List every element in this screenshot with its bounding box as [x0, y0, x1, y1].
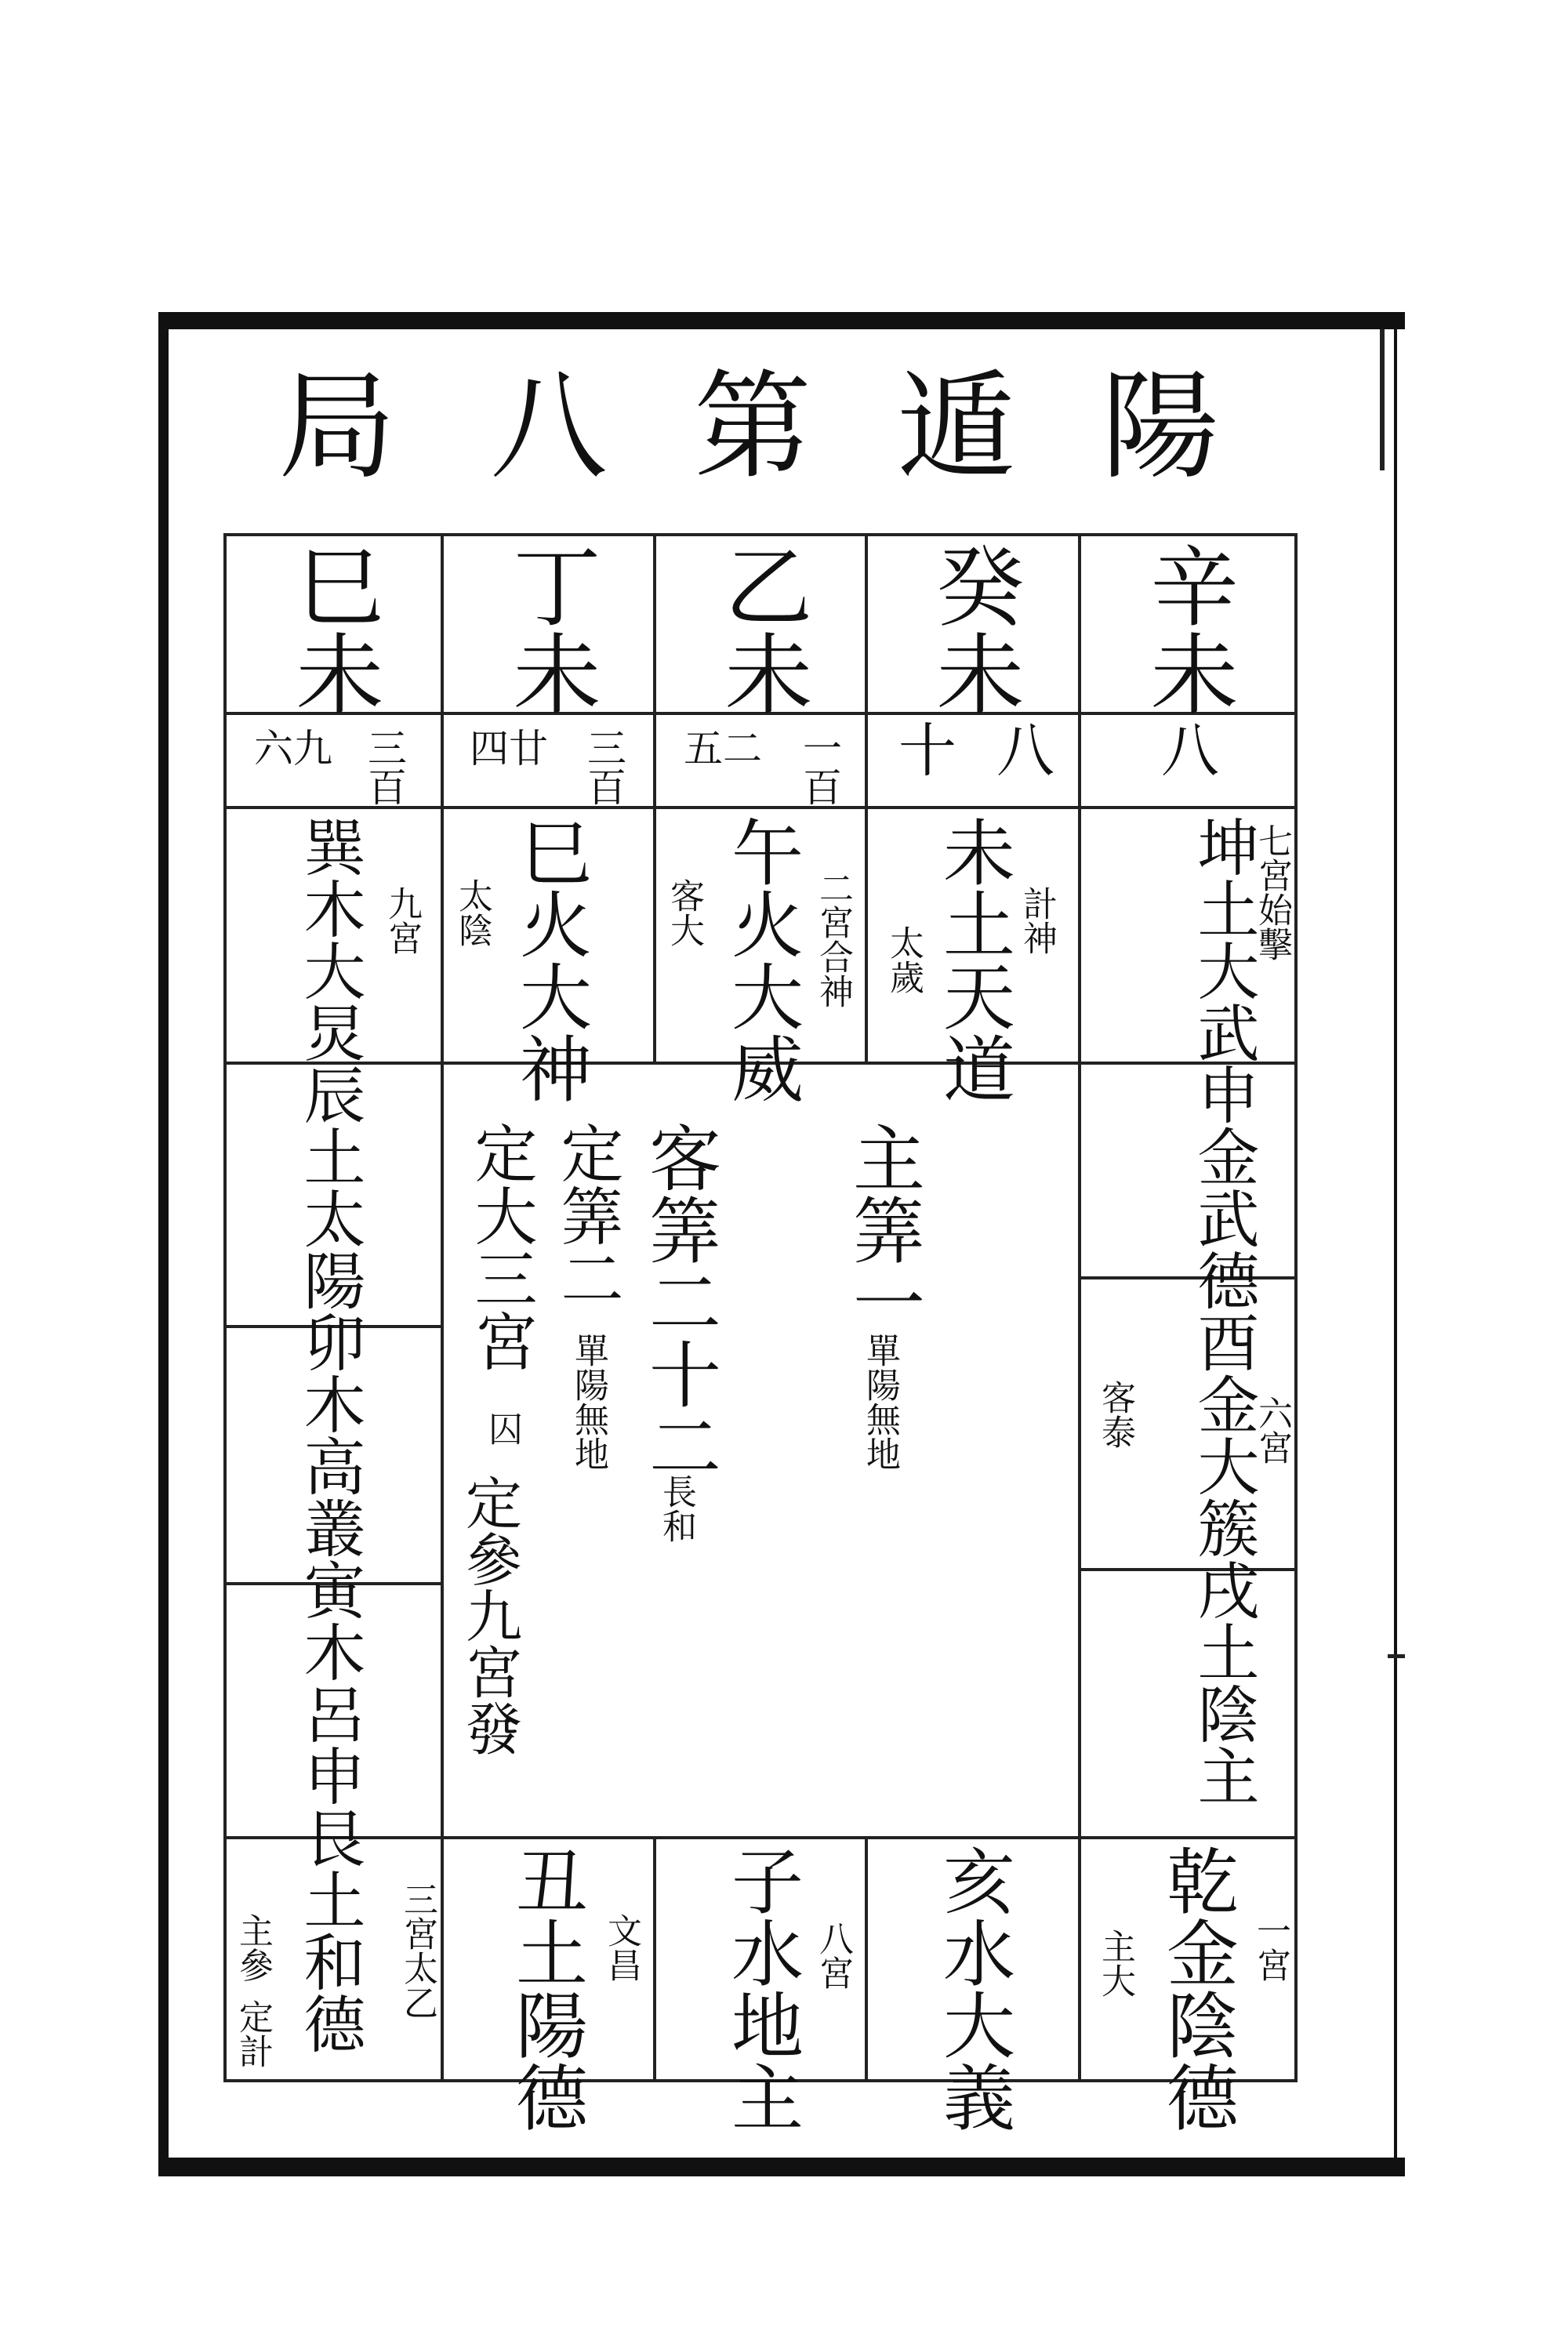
right-column-note: 六宮: [1252, 1396, 1292, 1465]
bottom-cell-note: 文昌: [601, 1913, 641, 1982]
bottom-cell-main: 亥水大義: [931, 1844, 1015, 2132]
title-char: 八: [489, 359, 608, 495]
grid-line: [441, 533, 444, 2082]
grid-line: [223, 533, 227, 2082]
stem-cell: 癸未: [922, 541, 1024, 717]
bottom-cell-note: 八宮: [813, 1921, 853, 1990]
center-col: 客筭二十二: [637, 1121, 721, 1482]
grid-line: [223, 806, 1298, 809]
grid-line: [653, 1836, 656, 2082]
grid-line: [1294, 533, 1298, 2082]
cell-note: 二宮合神: [813, 870, 853, 1008]
center-col: 定筭二: [550, 1121, 623, 1309]
left-column-note: 定計: [233, 1999, 273, 2068]
center-col-note: 單陽無地: [568, 1333, 608, 1471]
margin-mark: [1388, 1654, 1405, 1658]
left-column-note: 主參: [233, 1913, 273, 1982]
grid-line: [865, 533, 868, 1062]
center-col-note: 單陽無地: [860, 1333, 900, 1471]
grid-line: [1078, 533, 1081, 2082]
center-col: 定大三宮: [464, 1121, 537, 1372]
bottom-cell-note: 一宮: [1250, 1913, 1290, 1982]
cell-main: 巳火大神: [508, 815, 592, 1104]
title-char: 陽: [1101, 359, 1219, 495]
center-col-note: 長和: [656, 1474, 696, 1543]
page-frame-left: [158, 312, 169, 2176]
grid-line: [223, 1836, 1298, 1839]
center-col: 定參九宮發: [456, 1474, 522, 1756]
margin-mark: [1380, 329, 1385, 470]
center-col: 主筭一: [841, 1121, 925, 1338]
number-cell: 二 五: [677, 728, 762, 767]
bottom-cell-main: 子水地主: [720, 1844, 804, 2132]
number-cell: 十: [889, 720, 956, 778]
right-column-note: 客泰: [1095, 1380, 1135, 1449]
grid-line: [653, 533, 656, 1062]
left-column-note: 九宮: [382, 886, 422, 955]
number-cell: 三百: [581, 728, 626, 806]
page-frame-bottom: [158, 2158, 1405, 2176]
bottom-cell-main: 丑土陽德: [504, 1844, 588, 2132]
left-column-note: 三宮太乙: [397, 1882, 437, 2020]
stem-cell: 辛未: [1136, 541, 1238, 717]
number-cell: 八: [1152, 720, 1219, 778]
page-frame-right: [1394, 329, 1397, 2159]
cell-main: 未土天道: [931, 815, 1015, 1104]
cell-note: 客大: [664, 878, 704, 947]
cell-note: 太陰: [452, 878, 492, 947]
center-col-note: 囚: [482, 1411, 522, 1446]
title-char: 局: [278, 359, 396, 495]
cell-note: 太歲: [884, 925, 924, 994]
bottom-cell-main: 乾金陰德: [1155, 1844, 1239, 2132]
cell-note: 計神: [1017, 886, 1057, 955]
grid-line: [865, 1836, 868, 2082]
number-cell: 三百: [361, 728, 407, 806]
number-cell: 九 六: [248, 728, 332, 767]
title-char: 遁: [897, 359, 1015, 495]
stem-cell: 丁未: [499, 541, 601, 717]
page-frame-top: [158, 312, 1405, 329]
number-cell: 八: [987, 720, 1054, 778]
grid-line: [223, 533, 1298, 536]
bottom-cell-note: 主大: [1095, 1929, 1135, 1998]
number-cell: 一百: [797, 728, 842, 806]
right-column-note: 七宮始擊: [1252, 823, 1292, 961]
right-column-main: 坤土大武申金武德酉金大簇戌土陰主: [1187, 815, 1259, 1806]
title-char: 第: [693, 359, 811, 495]
stem-cell: 乙未: [710, 541, 812, 717]
stem-cell: 巳未: [281, 541, 383, 717]
cell-main: 午火大威: [720, 815, 804, 1104]
number-cell: 廿 四: [463, 728, 548, 767]
left-column-main: 巽木大炅辰土太陽卯木高叢寅木呂申艮土和德: [293, 815, 365, 2054]
